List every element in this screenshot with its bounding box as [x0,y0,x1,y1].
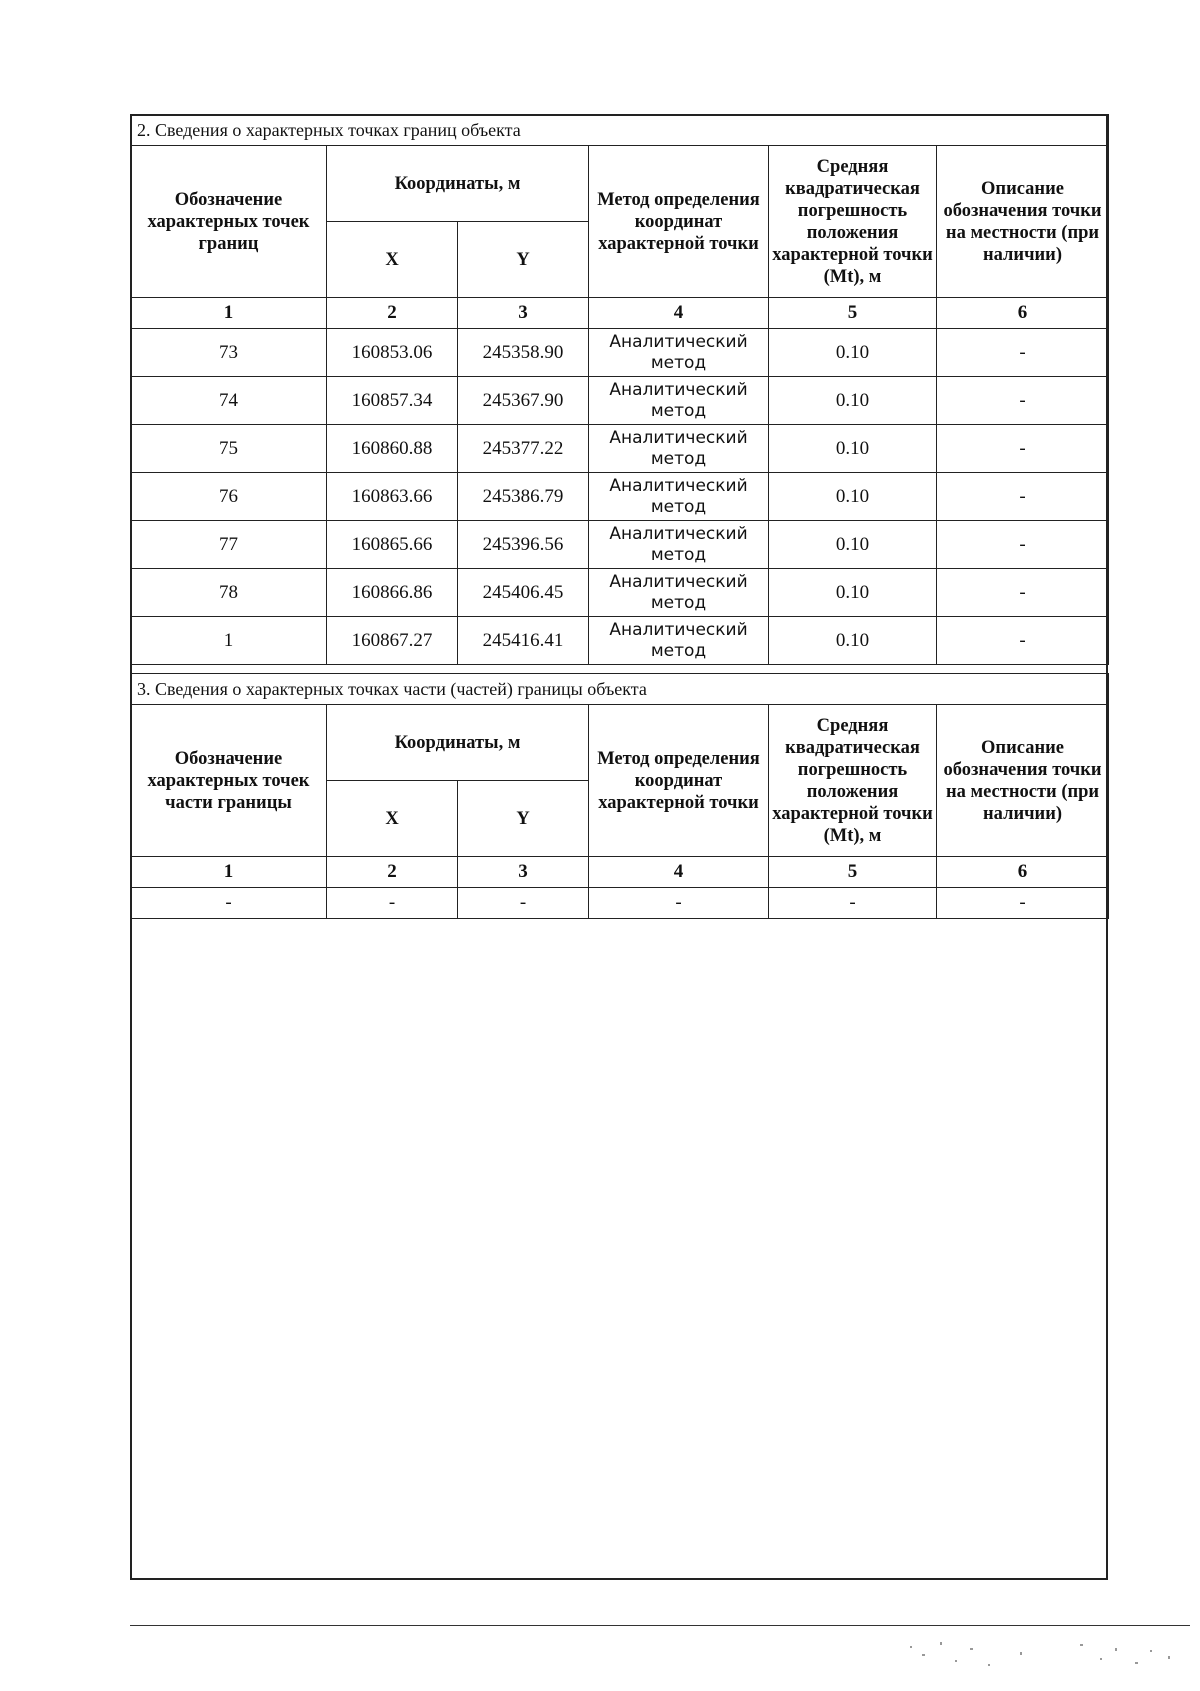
y-cell: - [458,888,589,919]
column-number: 2 [327,298,458,329]
header-point-designation: Обозначение характерных точек границ [131,146,327,298]
column-number: 4 [589,857,769,888]
table-row [131,377,1109,425]
table-row [131,473,1109,521]
boundary-points-table [130,114,1109,665]
y-cell: 245377.22 [458,425,589,473]
boundary-part-points-table [130,673,1109,919]
header-method: Метод определения координат характерной точки [589,146,769,298]
x-cell: 160853.06 [327,329,458,377]
point-cell: - [131,888,327,919]
table-row [131,617,1109,665]
header-description: Описание обозначения точки на местности (при наличии) [937,146,1109,298]
header-y: Y [458,222,589,298]
column-number: 5 [769,298,937,329]
mt-cell: 0.10 [769,617,937,665]
description-cell: - [937,569,1109,617]
header-x: X [327,222,458,298]
method-cell: Аналитический метод [589,617,769,665]
table-row [131,425,1109,473]
description-cell: - [937,377,1109,425]
description-cell: - [937,521,1109,569]
column-number: 1 [131,298,327,329]
column-numbers-row [131,298,1109,329]
point-cell: 75 [131,425,327,473]
header-x: X [327,781,458,857]
header-coordinates: Координаты, м [327,705,589,781]
x-cell: - [327,888,458,919]
point-cell: 74 [131,377,327,425]
column-number: 3 [458,298,589,329]
method-cell: Аналитический метод [589,473,769,521]
point-cell: 73 [131,329,327,377]
method-cell: Аналитический метод [589,521,769,569]
description-cell: - [937,888,1109,919]
y-cell: 245367.90 [458,377,589,425]
method-cell: - [589,888,769,919]
method-cell: Аналитический метод [589,425,769,473]
mt-cell: 0.10 [769,473,937,521]
x-cell: 160857.34 [327,377,458,425]
y-cell: 245386.79 [458,473,589,521]
y-cell: 245396.56 [458,521,589,569]
mt-cell: 0.10 [769,329,937,377]
column-number: 6 [937,298,1109,329]
x-cell: 160863.66 [327,473,458,521]
point-cell: 76 [131,473,327,521]
column-number: 3 [458,857,589,888]
header-point-designation: Обозначение характерных точек части границы [131,705,327,857]
description-cell: - [937,329,1109,377]
method-cell: Аналитический метод [589,377,769,425]
column-number: 6 [937,857,1109,888]
header-error: Средняя квадратическая погрешность положения характерной точки (Mt), м [769,146,937,298]
description-cell: - [937,473,1109,521]
column-numbers-row [131,857,1109,888]
point-cell: 1 [131,617,327,665]
mt-cell: 0.10 [769,569,937,617]
column-number: 1 [131,857,327,888]
mt-cell: 0.10 [769,425,937,473]
method-cell: Аналитический метод [589,569,769,617]
header-error: Средняя квадратическая погрешность положения характерной точки (Mt), м [769,705,937,857]
description-cell: - [937,425,1109,473]
footer-rule [130,1625,1190,1626]
section-title: 2. Сведения о характерных точках границ объекта [131,115,1109,146]
x-cell: 160866.86 [327,569,458,617]
point-cell: 77 [131,521,327,569]
mt-cell: 0.10 [769,377,937,425]
x-cell: 160865.66 [327,521,458,569]
method-cell: Аналитический метод [589,329,769,377]
header-description: Описание обозначения точки на местности (при наличии) [937,705,1109,857]
point-cell: 78 [131,569,327,617]
table-row [131,521,1109,569]
x-cell: 160867.27 [327,617,458,665]
table-row [131,888,1109,919]
y-cell: 245416.41 [458,617,589,665]
y-cell: 245358.90 [458,329,589,377]
header-method: Метод определения координат характерной точки [589,705,769,857]
y-cell: 245406.45 [458,569,589,617]
column-number: 2 [327,857,458,888]
header-y: Y [458,781,589,857]
mt-cell: - [769,888,937,919]
mt-cell: 0.10 [769,521,937,569]
scan-artifact [900,1634,1190,1684]
section-title: 3. Сведения о характерных точках части (частей) границы объекта [131,674,1109,705]
x-cell: 160860.88 [327,425,458,473]
column-number: 5 [769,857,937,888]
column-number: 4 [589,298,769,329]
table-row [131,569,1109,617]
header-coordinates: Координаты, м [327,146,589,222]
table-row [131,329,1109,377]
description-cell: - [937,617,1109,665]
